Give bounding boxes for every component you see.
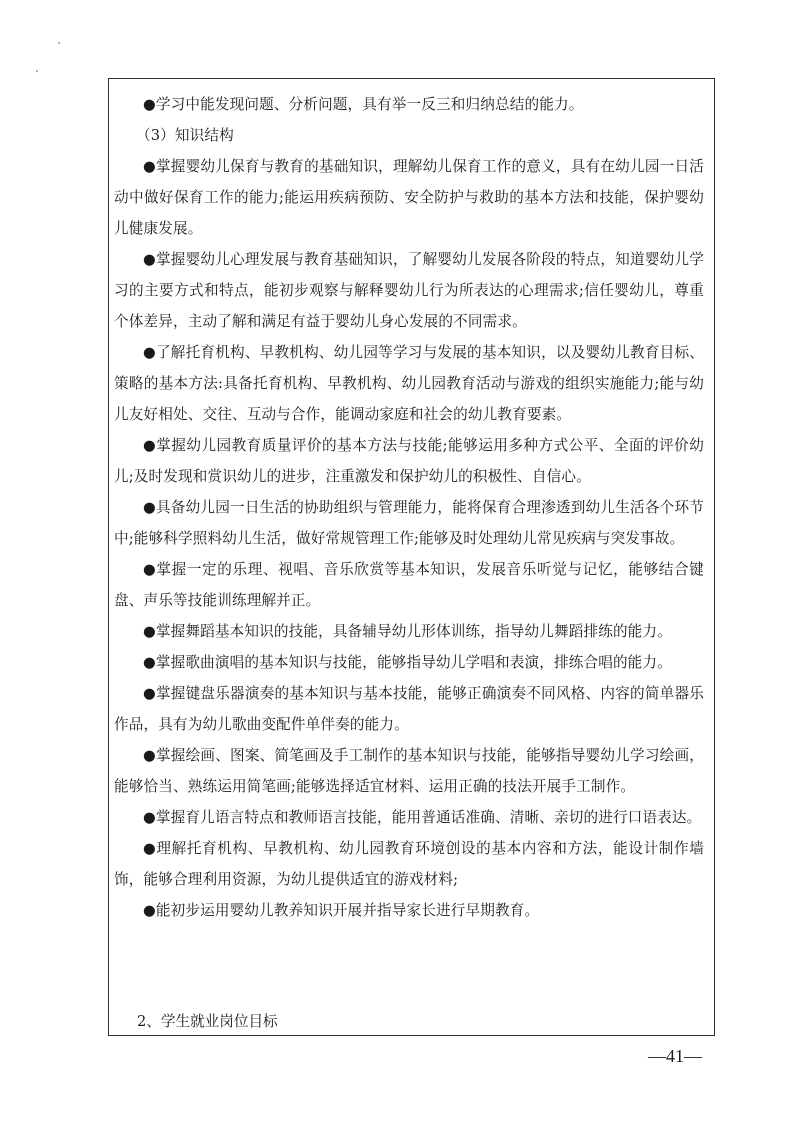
paragraph: ●了解托育机构、早教机构、幼儿园等学习与发展的基本知识，以及婴幼儿教育目标、策略的基本方法:具备托育机构、早教机构、幼儿园教育活动与游戏的组织实施能力;能与幼儿友好相处、交往、互动与合作，能调动家庭和社会的幼儿教育要素。 [114, 344, 704, 423]
section-heading: （3）知识结构 [136, 127, 234, 144]
paragraph: ●理解托育机构、早教机构、幼儿园教育环境创设的基本内容和方法，能设计制作墙饰，能够合理利用资源，为幼儿提供适宜的游戏材料; [114, 840, 704, 888]
paragraph: ●掌握绘画、图案、简笔画及手工制作的基本知识与技能，能够指导婴幼儿学习绘画，能够恰当、熟练运用简笔画;能够选择适宜材料、运用正确的技法开展手工制作。 [114, 747, 704, 795]
paragraph: ●掌握键盘乐器演奏的基本知识与基本技能，能够正确演奏不同风格、内容的简单器乐作品，具有为幼儿歌曲变配件单伴奏的能力。 [114, 685, 704, 733]
paragraph: ●掌握育儿语言特点和教师语言技能，能用普通话准确、清晰、亲切的进行口语表达。 [143, 809, 702, 826]
paragraph: ●掌握歌曲演唱的基本知识与技能，能够指导幼儿学唱和表演，排练合唱的能力。 [143, 654, 672, 671]
section-subheading: 2、学生就业岗位目标 [137, 1013, 278, 1030]
paragraph: ●掌握婴幼儿心理发展与教育基础知识，了解婴幼儿发展各阶段的特点，知道婴幼儿学习的主要方式和特点，能初步观察与解释婴幼儿行为所表达的心理需求;信任婴幼儿，尊重个体差异，主动了解和满足有益于婴幼儿身心发展的不同需求。 [114, 251, 704, 330]
paragraph: ●掌握婴幼儿保育与教育的基础知识，理解幼儿保育工作的意义，具有在幼儿园一日活动中做好保育工作的能力;能运用疾病预防、安全防护与救助的基本方法和技能，保护婴幼儿健康发展。 [114, 158, 704, 237]
paragraph: ●掌握幼儿园教育质量评价的基本方法与技能;能够运用多种方式公平、全面的评价幼儿;及时发现和赏识幼儿的进步，注重激发和保护幼儿的积极性、自信心。 [114, 437, 704, 485]
scan-speck [36, 70, 38, 72]
paragraph: ●掌握舞蹈基本知识的技能，具备辅导幼儿形体训练，指导幼儿舞蹈排练的能力。 [143, 623, 672, 640]
document-body [114, 89, 704, 926]
scan-speck [58, 42, 60, 44]
paragraph: ●学习中能发现问题、分析问题，具有举一反三和归纳总结的能力。 [143, 96, 584, 113]
paragraph: ●掌握一定的乐理、视唱、音乐欣赏等基本知识，发展音乐听觉与记忆，能够结合键盘、声乐等技能训练理解并正。 [114, 561, 704, 609]
page-number: —41— [648, 1046, 702, 1066]
paragraph: ●能初步运用婴幼儿教养知识开展并指导家长进行早期教育。 [143, 902, 540, 919]
paragraph: ●具备幼儿园一日生活的协助组织与管理能力，能将保育合理渗透到幼儿生活各个环节中;能够科学照料幼儿生活，做好常规管理工作;能够及时处理幼儿常见疾病与突发事故。 [114, 499, 704, 547]
